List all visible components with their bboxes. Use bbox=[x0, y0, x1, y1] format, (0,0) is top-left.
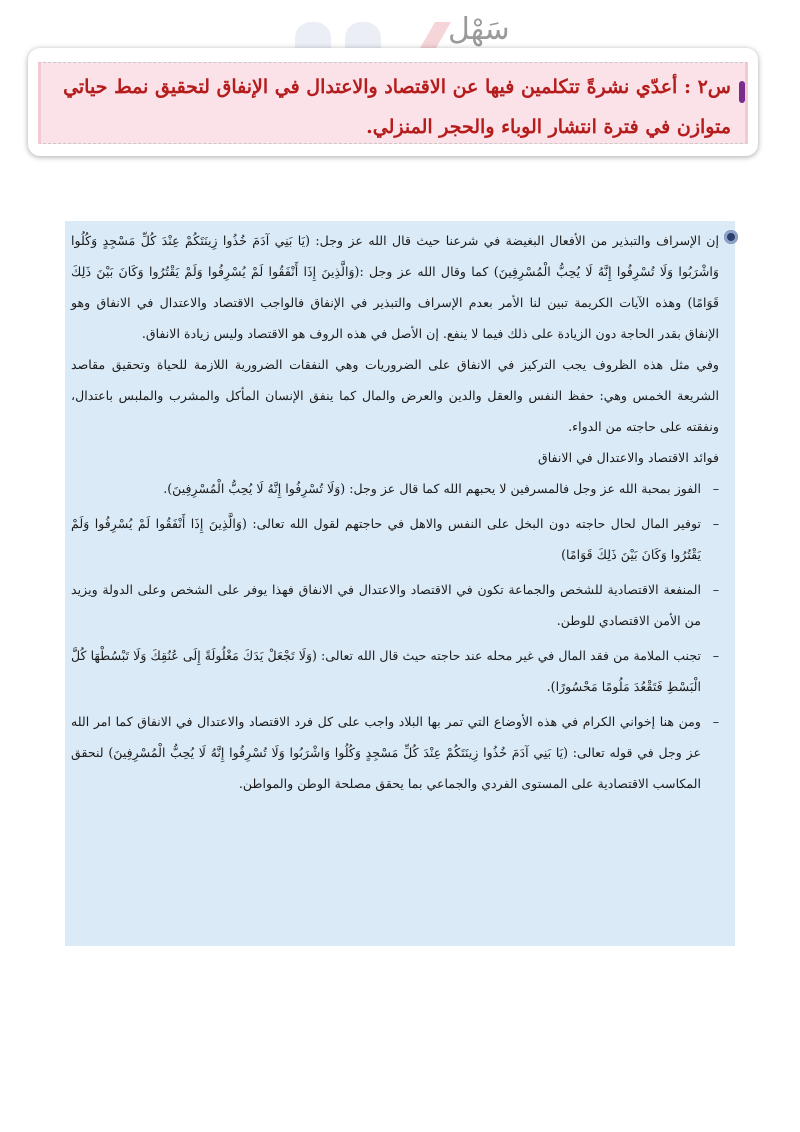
answer-paragraph-1: إن الإسراف والتبذير من الأفعال البغيضة في شرعنا حيث قال الله عز وجل: (يَا بَنِي آدَمَ خُذُوا زِينَتَكُمْ عِنْدَ كُلِّ مَسْجِدٍ وَكُلُوا وَاشْرَبُوا وَلَا تُسْرِفُوا إِنَّهُ لَا يُحِبُّ الْمُسْرِفِينَ) كما وقال الله عز وجل :(وَالَّذِينَ إِذَا أَنْفَقُوا لَمْ يُسْرِفُوا وَلَمْ يَقْتُرُوا وَكَانَ بَيْنَ ذَلِكَ قَوَامًا) وهذه الآيات الكريمة تبين لنا الأمر بعدم الإسراف والتبذير في الإنفاق فالواجب الاقتصاد والاعتدال في الانفاق وهو الإنفاق بقدر الحاجة دون الزيادة على ذلك فيما لا ينفع. إن الأصل في هذه الروف هو الاقتصاد وليس زيادة الانفاق. bbox=[71, 233, 719, 341]
benefit-text: ومن هنا إخواني الكرام في هذه الأوضاع التي تمر بها البلاد واجب على كل فرد الاقتصاد والاعتدال في الانفاق كما امر الله عز وجل في قوله تعالى: (يَا بَنِي آدَمَ خُذُوا زِينَتَكُمْ عِنْدَ كُلِّ مَسْجِدٍ وَكُلُوا وَاشْرَبُوا وَلَا تُسْرِفُوا إِنَّهُ لَا يُحِبُّ الْمُسْرِفِينَ) لنحقق المكاسب الاقتصادية على المستوى الفردي والجماعي بما يحقق مصلحة الوطن والمواطن. bbox=[71, 714, 701, 791]
benefits-list bbox=[71, 473, 719, 799]
question-marker bbox=[739, 81, 745, 103]
benefits-heading: فوائد الاقتصاد والاعتدال في الانفاق bbox=[537, 450, 719, 465]
question-text: س٢ : أعدّي نشرةً تتكلمين فيها عن الاقتصاد والاعتدال في الإنفاق لتحقيق نمط حياتي متوازن في فترة انتشار الوباء والحجر المنزلي. bbox=[63, 76, 731, 138]
question-card bbox=[28, 48, 758, 156]
answer-panel bbox=[65, 221, 735, 946]
benefit-text: تجنب الملامة من فقد المال في غير محله عند حاجته حيث قال الله تعالى: (وَلَا تَجْعَلْ يَدَكَ مَغْلُولَةً إِلَى عُنُقِكَ وَلَا تَبْسُطْهَا كُلَّ الْبَسْطِ فَتَقْعُدَ مَلُومًا مَحْسُورًا). bbox=[71, 648, 701, 694]
dash-marker: – bbox=[712, 481, 719, 496]
benefit-text: الفوز بمحبة الله عز وجل فالمسرفين لا يحبهم الله كما قال عز وجل: (وَلَا تُسْرِفُوا إِنَّهُ لَا يُحِبُّ الْمُسْرِفِينَ). bbox=[163, 481, 701, 496]
answer-paragraph-2: وفي مثل هذه الظروف يجب التركيز في الانفاق على الضروريات وهي النفقات الضرورية اللازمة للحياة وتحقيق مقاصد الشريعة الخمس وهي: حفظ النفس والعقل والدين والعرض والمال كما ينفق الإنسان المأكل والمشرب والملبس باعتدال، ونفقته على حاجته من الدواء. bbox=[71, 357, 719, 434]
answer-content bbox=[71, 225, 719, 803]
dash-marker: – bbox=[712, 714, 719, 729]
dash-marker: – bbox=[712, 582, 719, 597]
benefit-text: المنفعة الاقتصادية للشخص والجماعة تكون في الاقتصاد والاعتدال في الانفاق فهذا يوفر على الشخص وعلى الدولة ويزيد من الأمن الاقتصادي للوطن. bbox=[71, 582, 701, 628]
benefit-item bbox=[71, 640, 719, 702]
benefit-text: توفير المال لحال حاجته دون البخل على النفس والاهل في حاجتهم لقول الله تعالى: (وَالَّذِينَ إِذَا أَنْفَقُوا لَمْ يُسْرِفُوا وَلَمْ يَقْتُرُوا وَكَانَ بَيْنَ ذَلِكَ قَوَامًا) bbox=[71, 516, 701, 562]
watermark-brand: سَهْل bbox=[448, 12, 510, 47]
benefit-item bbox=[71, 508, 719, 570]
bullet-dot-icon bbox=[724, 230, 738, 244]
dash-marker: – bbox=[712, 648, 719, 663]
benefit-item bbox=[71, 473, 719, 504]
question-box bbox=[38, 62, 748, 144]
dash-marker: – bbox=[712, 516, 719, 531]
benefit-item bbox=[71, 706, 719, 799]
benefit-item bbox=[71, 574, 719, 636]
